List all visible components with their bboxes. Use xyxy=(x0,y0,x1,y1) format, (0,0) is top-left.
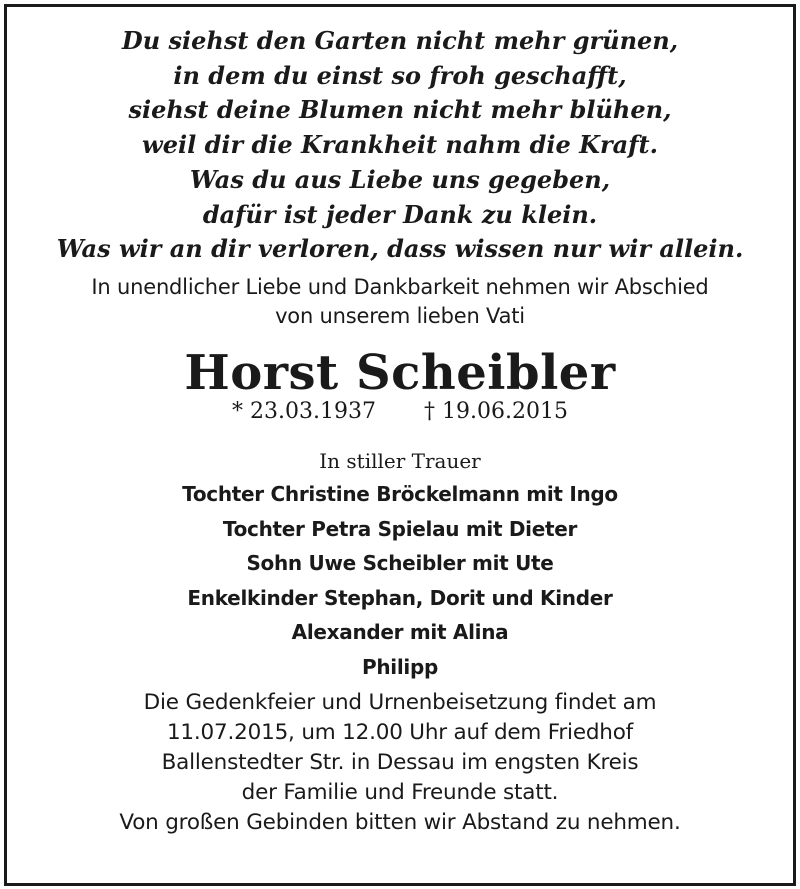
notice-line: Von großen Gebinden bitten wir Abstand zu nehmen. xyxy=(119,810,681,836)
poem-line: dafür ist jeder Dank zu klein. xyxy=(202,199,598,229)
notice-line: Ballenstedter Str. in Dessau im engsten Kreis xyxy=(161,750,639,776)
mourner-line: Alexander mit Alina xyxy=(291,620,509,645)
poem-line: Was wir an dir verloren, dass wissen nur wir allein. xyxy=(56,234,744,264)
mourning-heading: In stiller Trauer xyxy=(319,448,481,473)
life-dates xyxy=(0,397,800,427)
mourner-line: Tochter Petra Spielau mit Dieter xyxy=(222,516,578,541)
deceased-name: Horst Scheibler xyxy=(184,344,616,401)
notice-line: der Familie und Freunde statt. xyxy=(241,780,559,806)
mourner-line: Tochter Christine Bröckelmann mit Ingo xyxy=(182,481,618,506)
ceremony-notice xyxy=(0,688,800,838)
memorial-poem xyxy=(0,24,800,267)
poem-line: weil dir die Krankheit nahm die Kraft. xyxy=(142,130,658,160)
farewell-intro xyxy=(0,273,800,331)
poem-line: in dem du einst so froh geschafft, xyxy=(173,60,627,90)
mourner-line: Enkelkinder Stephan, Dorit und Kinder xyxy=(187,585,613,610)
notice-line: Die Gedenkfeier und Urnenbeisetzung findet am xyxy=(143,690,657,716)
mourner-line: Philipp xyxy=(362,654,438,679)
notice-line: 11.07.2015, um 12.00 Uhr auf dem Friedhof xyxy=(166,720,634,746)
intro-line: von unserem lieben Vati xyxy=(275,303,525,328)
death-date: † 19.06.2015 xyxy=(424,398,568,424)
poem-line: Was du aus Liebe uns gegeben, xyxy=(189,164,611,194)
mourner-line: Sohn Uwe Scheibler mit Ute xyxy=(246,551,554,576)
intro-line: In unendlicher Liebe und Dankbarkeit nehmen wir Abschied xyxy=(91,274,709,299)
poem-line: siehst deine Blumen nicht mehr blühen, xyxy=(128,95,672,125)
birth-date: * 23.03.1937 xyxy=(232,398,376,424)
poem-line: Du siehst den Garten nicht mehr grünen, xyxy=(121,26,679,55)
mourners-list xyxy=(0,477,800,685)
